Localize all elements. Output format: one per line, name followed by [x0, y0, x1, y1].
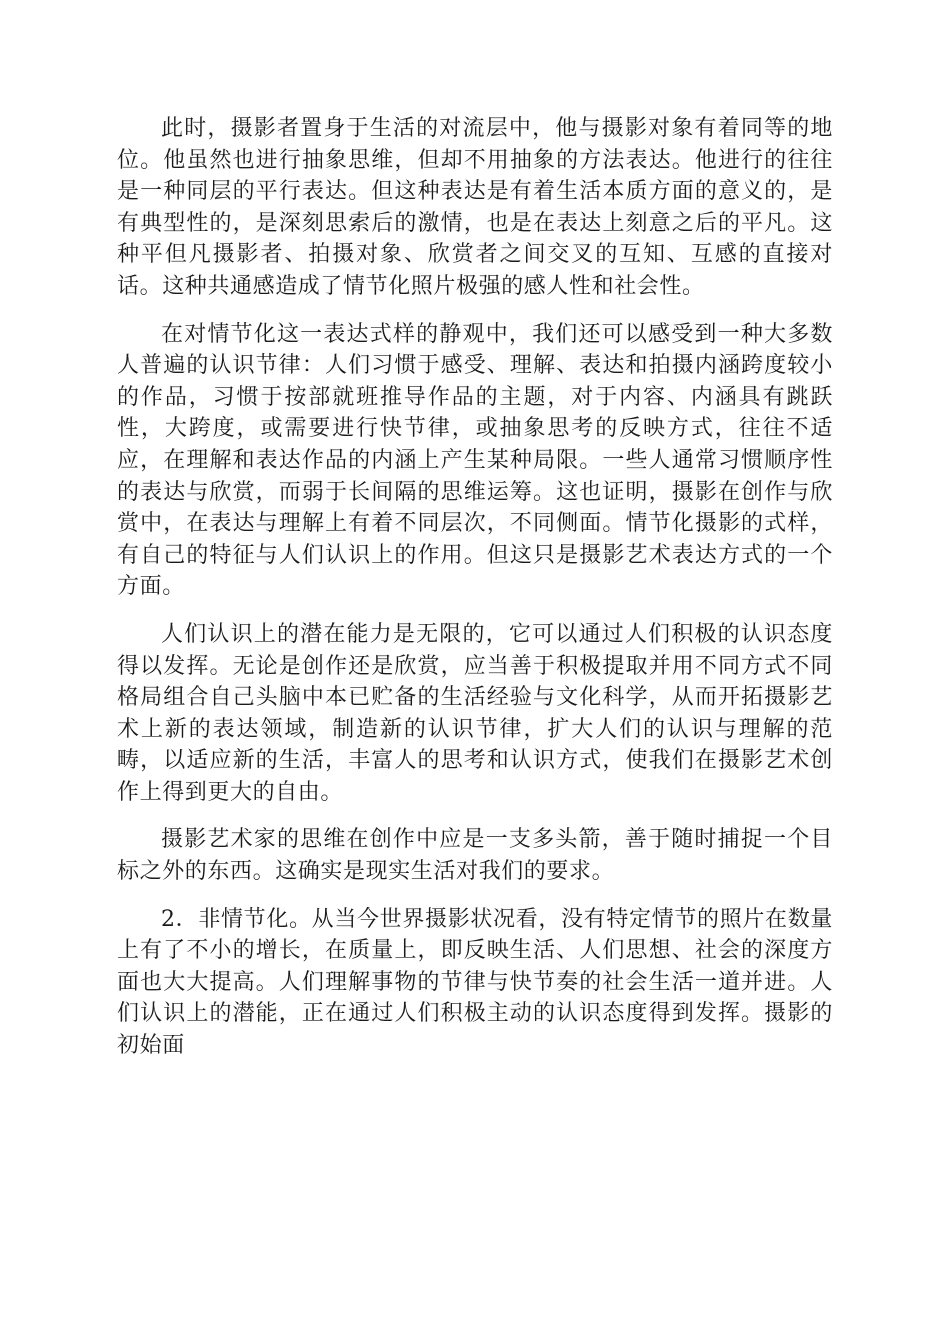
paragraph-1: 此时，摄影者置身于生活的对流层中，他与摄影对象有着同等的地位。他虽然也进行抽象思维，但却不用抽象的方法表达。他进行的往往是一种同层的平行表达。但这种表达是有着生活本质方面的意义的，是有典型性的，是深刻思索后的激情，也是在表达上刻意之后的平凡。这种平但凡摄影者、拍摄对象、欣赏者之间交叉的互知、互感的直接对话。这种共通感造成了情节化照片极强的感人性和社会性。: [117, 116, 833, 299]
paragraph-3: 人们认识上的潜在能力是无限的，它可以通过人们积极的认识态度得以发挥。无论是创作还是欣赏，应当善于积极提取并用不同方式不同格局组合自己头脑中本已贮备的生活经验与文化科学，从而开拓摄影艺术上新的表达领域，制造新的认识节律，扩大人们的认识与理解的范畴，以适应新的生活，丰富人的思考和认识方式，使我们在摄影艺术创作上得到更大的自由。: [117, 621, 833, 805]
paragraph-5: 2．非情节化。从当今世界摄影状况看，没有特定情节的照片在数量上有了不小的增长，在质量上，即反映生活、人们思想、社会的深度方面也大大提高。人们理解事物的节律与快节奏的社会生活一道并进。人们认识上的潜能，正在通过人们积极主动的认识态度得到发挥。摄影的初始面: [117, 906, 833, 1059]
document-body: [117, 113, 833, 1078]
paragraph-2: 在对情节化这一表达式样的静观中，我们还可以感受到一种大多数人普遍的认识节律：人们习惯于感受、理解、表达和拍摄内涵跨度较小的作品，习惯于按部就班推导作品的主题，对于内容、内涵具有跳跃性，大跨度，或需要进行快节律，或抽象思考的反映方式，往往不适应，在理解和表达作品的内涵上产生某种局限。一些人通常习惯顺序性的表达与欣赏，而弱于长间隔的思维运筹。这也证明，摄影在创作与欣赏中，在表达与理解上有着不同层次，不同侧面。情节化摄影的式样，有自己的特征与人们认识上的作用。但这只是摄影艺术表达方式的一个方面。: [117, 321, 833, 600]
paragraph-4: 摄影艺术家的思维在创作中应是一支多头箭，善于随时捕捉一个目标之外的东西。这确实是现实生活对我们的要求。: [117, 827, 833, 885]
